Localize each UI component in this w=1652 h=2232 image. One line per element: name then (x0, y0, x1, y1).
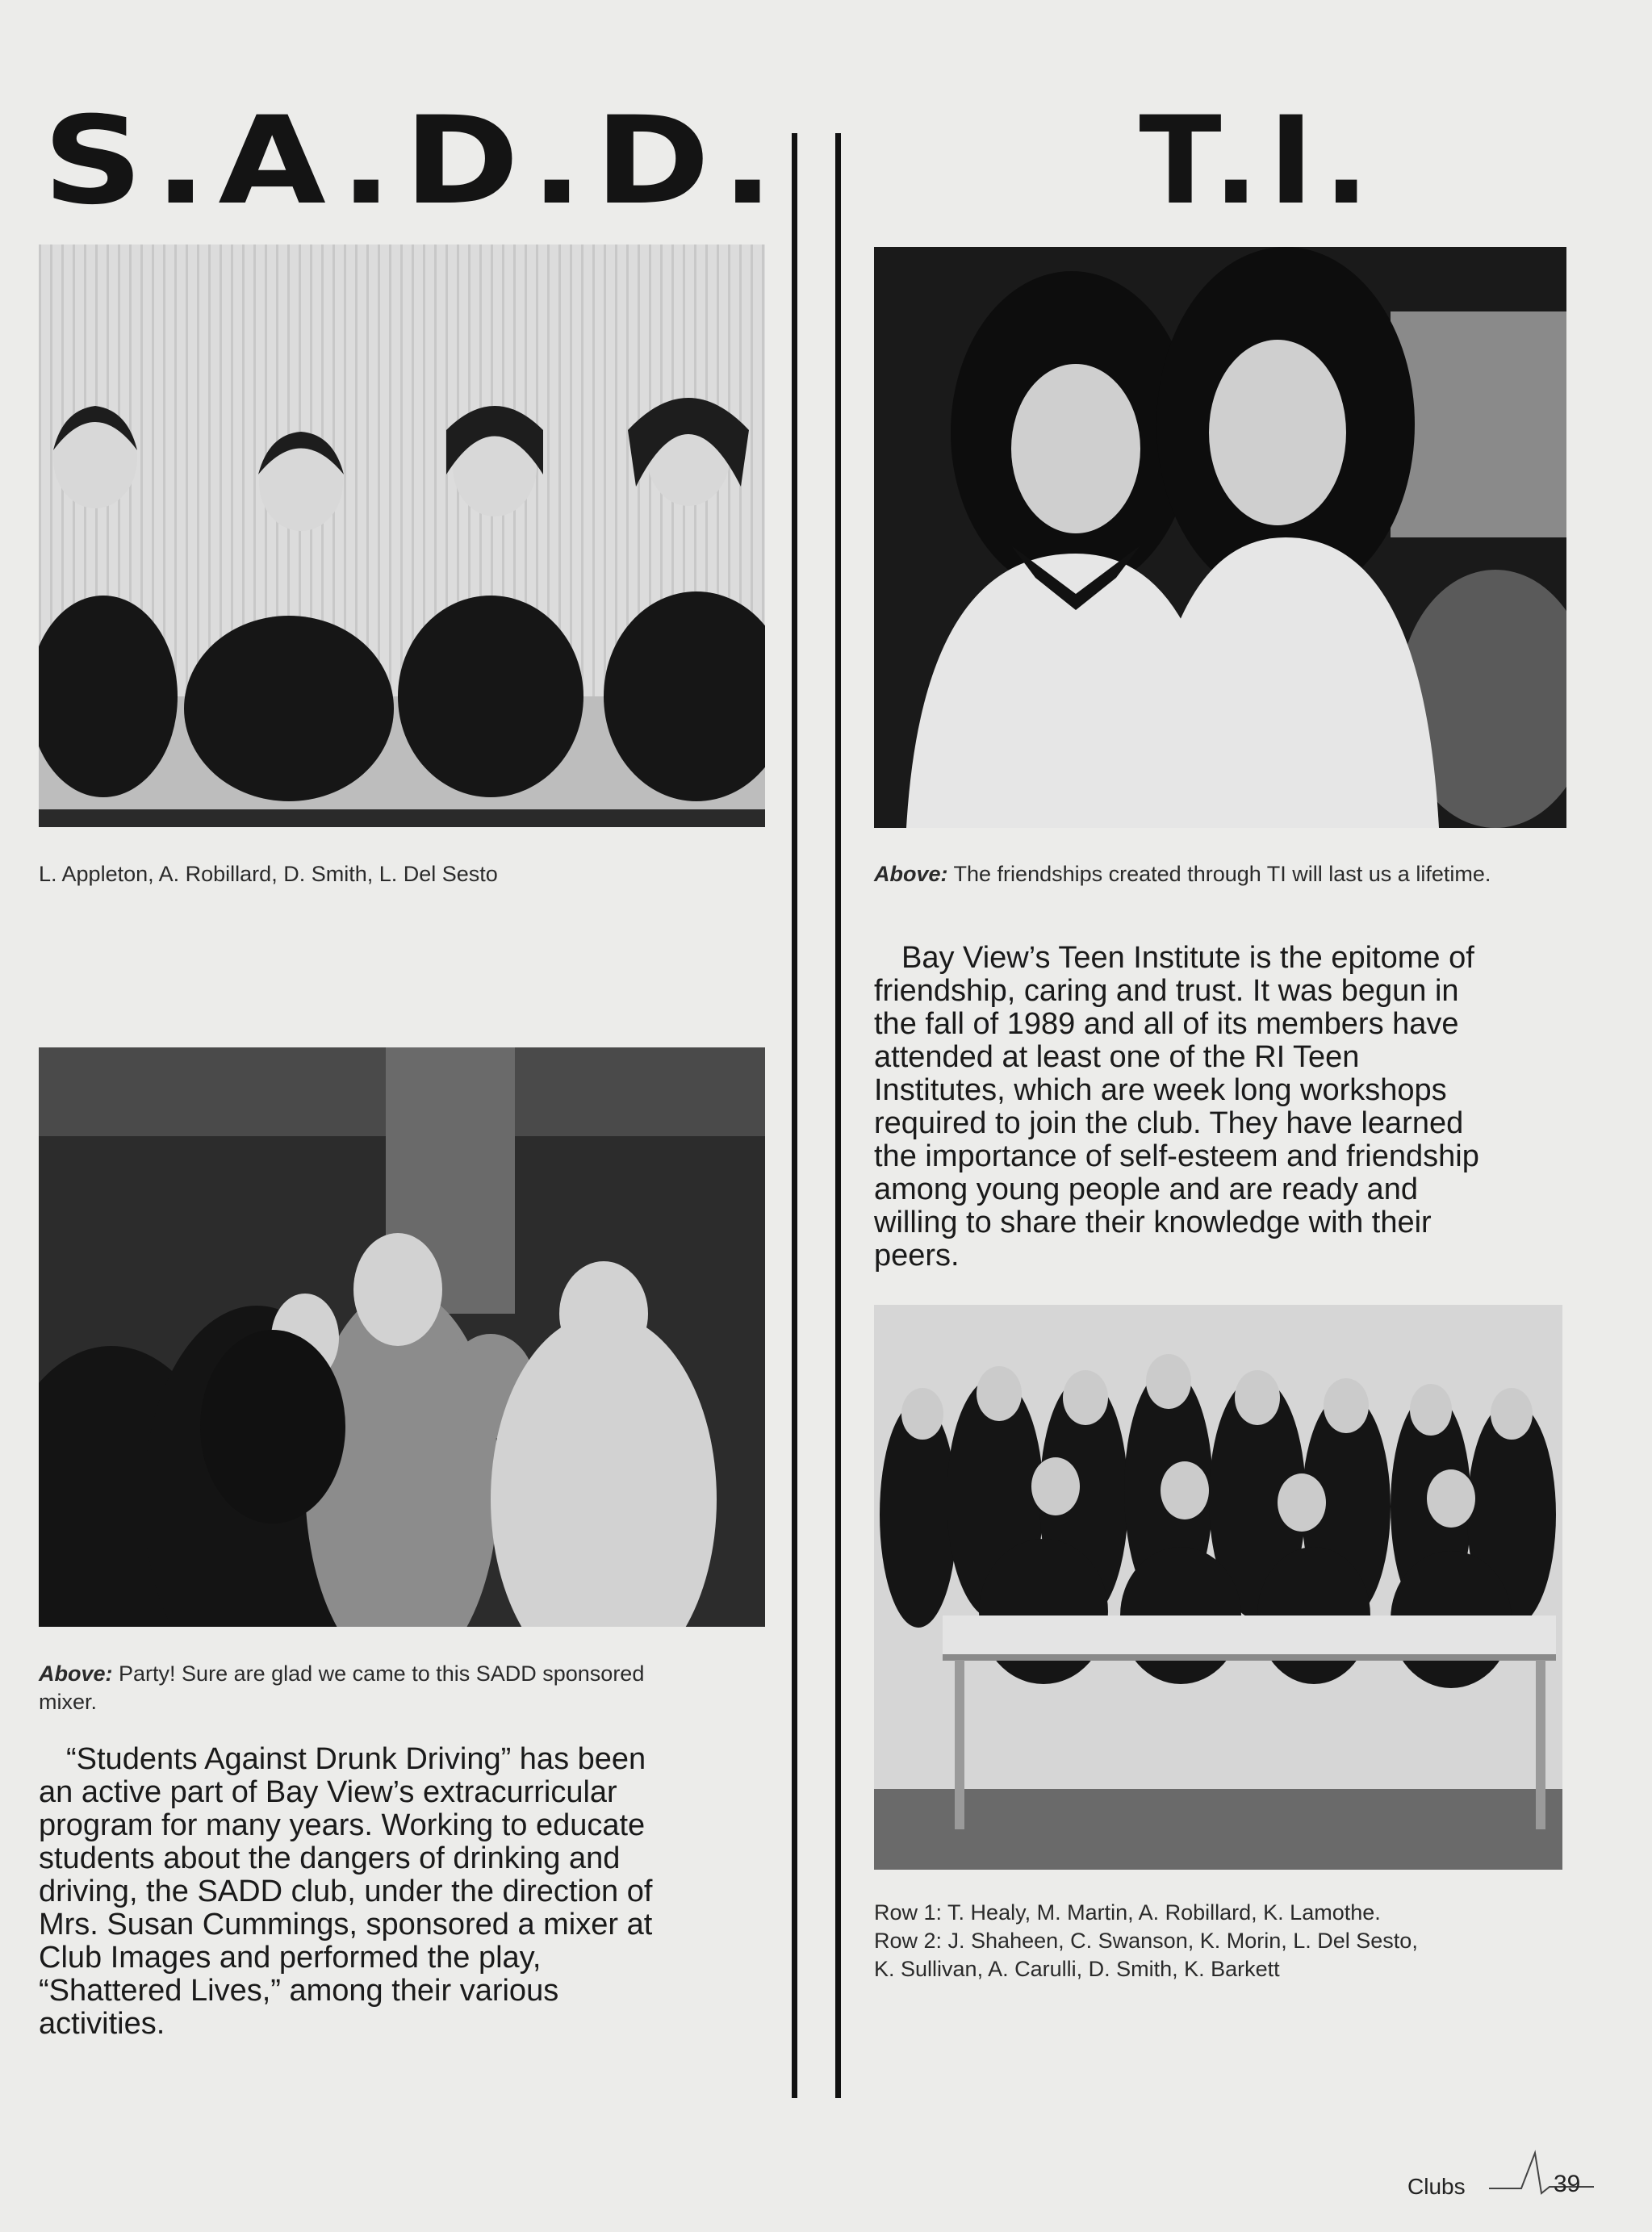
divider-rule-right (835, 133, 841, 2098)
page-ornament-icon (1485, 2146, 1598, 2203)
section-label: Clubs (1407, 2174, 1466, 2199)
mixer-photo-caption (39, 1660, 668, 1716)
ti-photo-caption (874, 860, 1568, 888)
body-line: “Students Against Drunk Driving” has been (66, 1742, 646, 1776)
body-line: peers. (874, 1239, 960, 1273)
body-line: the fall of 1989 and all of its members have (874, 1007, 1459, 1041)
body-line: program for many years. Working to educate (39, 1808, 646, 1842)
body-line: an active part of Bay View’s extracurricular (39, 1775, 617, 1809)
sadd-group-photo (39, 245, 765, 827)
ti-group-caption (874, 1899, 1584, 1983)
sadd-body-text (39, 1743, 765, 2041)
body-line: driving, the SADD club, under the direction of (39, 1875, 653, 1908)
sadd-heading: S.A.D.D. (43, 91, 785, 232)
caption-line: Row 2: J. Shaheen, C. Swanson, K. Morin, L. Del Sesto, (874, 1929, 1418, 1953)
ti-body-text (874, 942, 1584, 1273)
body-line: the importance of self-esteem and friendship (874, 1139, 1479, 1173)
ti-heading: T.I. (1139, 91, 1379, 232)
ti-friends-photo (874, 247, 1566, 828)
page-number: 39 (1554, 2171, 1581, 2197)
caption-prefix: Above: (39, 1661, 113, 1686)
body-line: Club Images and performed the play, (39, 1941, 542, 1975)
body-line: among young people and are ready and (874, 1172, 1418, 1206)
ti-group-photo (874, 1305, 1562, 1870)
body-line: attended at least one of the RI Teen (874, 1040, 1360, 1074)
body-line: Mrs. Susan Cummings, sponsored a mixer at (39, 1908, 653, 1942)
divider-rule-left (792, 133, 797, 2098)
body-line: friendship, caring and trust. It was begun in (874, 974, 1459, 1008)
body-line: “Shattered Lives,” among their various (39, 1974, 559, 2008)
sadd-photo-caption: L. Appleton, A. Robillard, D. Smith, L. Del Sesto (39, 862, 498, 886)
caption-text: The friendships created through TI will last us a lifetime. (953, 862, 1491, 886)
caption-line: K. Sullivan, A. Carulli, D. Smith, K. Barkett (874, 1957, 1280, 1981)
body-line: Bay View’s Teen Institute is the epitome of (901, 941, 1474, 975)
body-line: willing to share their knowledge with their (874, 1206, 1432, 1239)
body-line: students about the dangers of drinking and (39, 1841, 621, 1875)
body-line: required to join the club. They have learned (874, 1106, 1464, 1140)
caption-prefix: Above: (874, 862, 948, 886)
body-line: activities. (39, 2007, 165, 2041)
caption-line: Row 1: T. Healy, M. Martin, A. Robillard, K. Lamothe. (874, 1900, 1381, 1925)
body-line: Institutes, which are week long workshops (874, 1073, 1447, 1107)
sadd-mixer-photo (39, 1047, 765, 1627)
caption-text: Party! Sure are glad we came to this SADD sponsored mixer. (39, 1661, 645, 1714)
